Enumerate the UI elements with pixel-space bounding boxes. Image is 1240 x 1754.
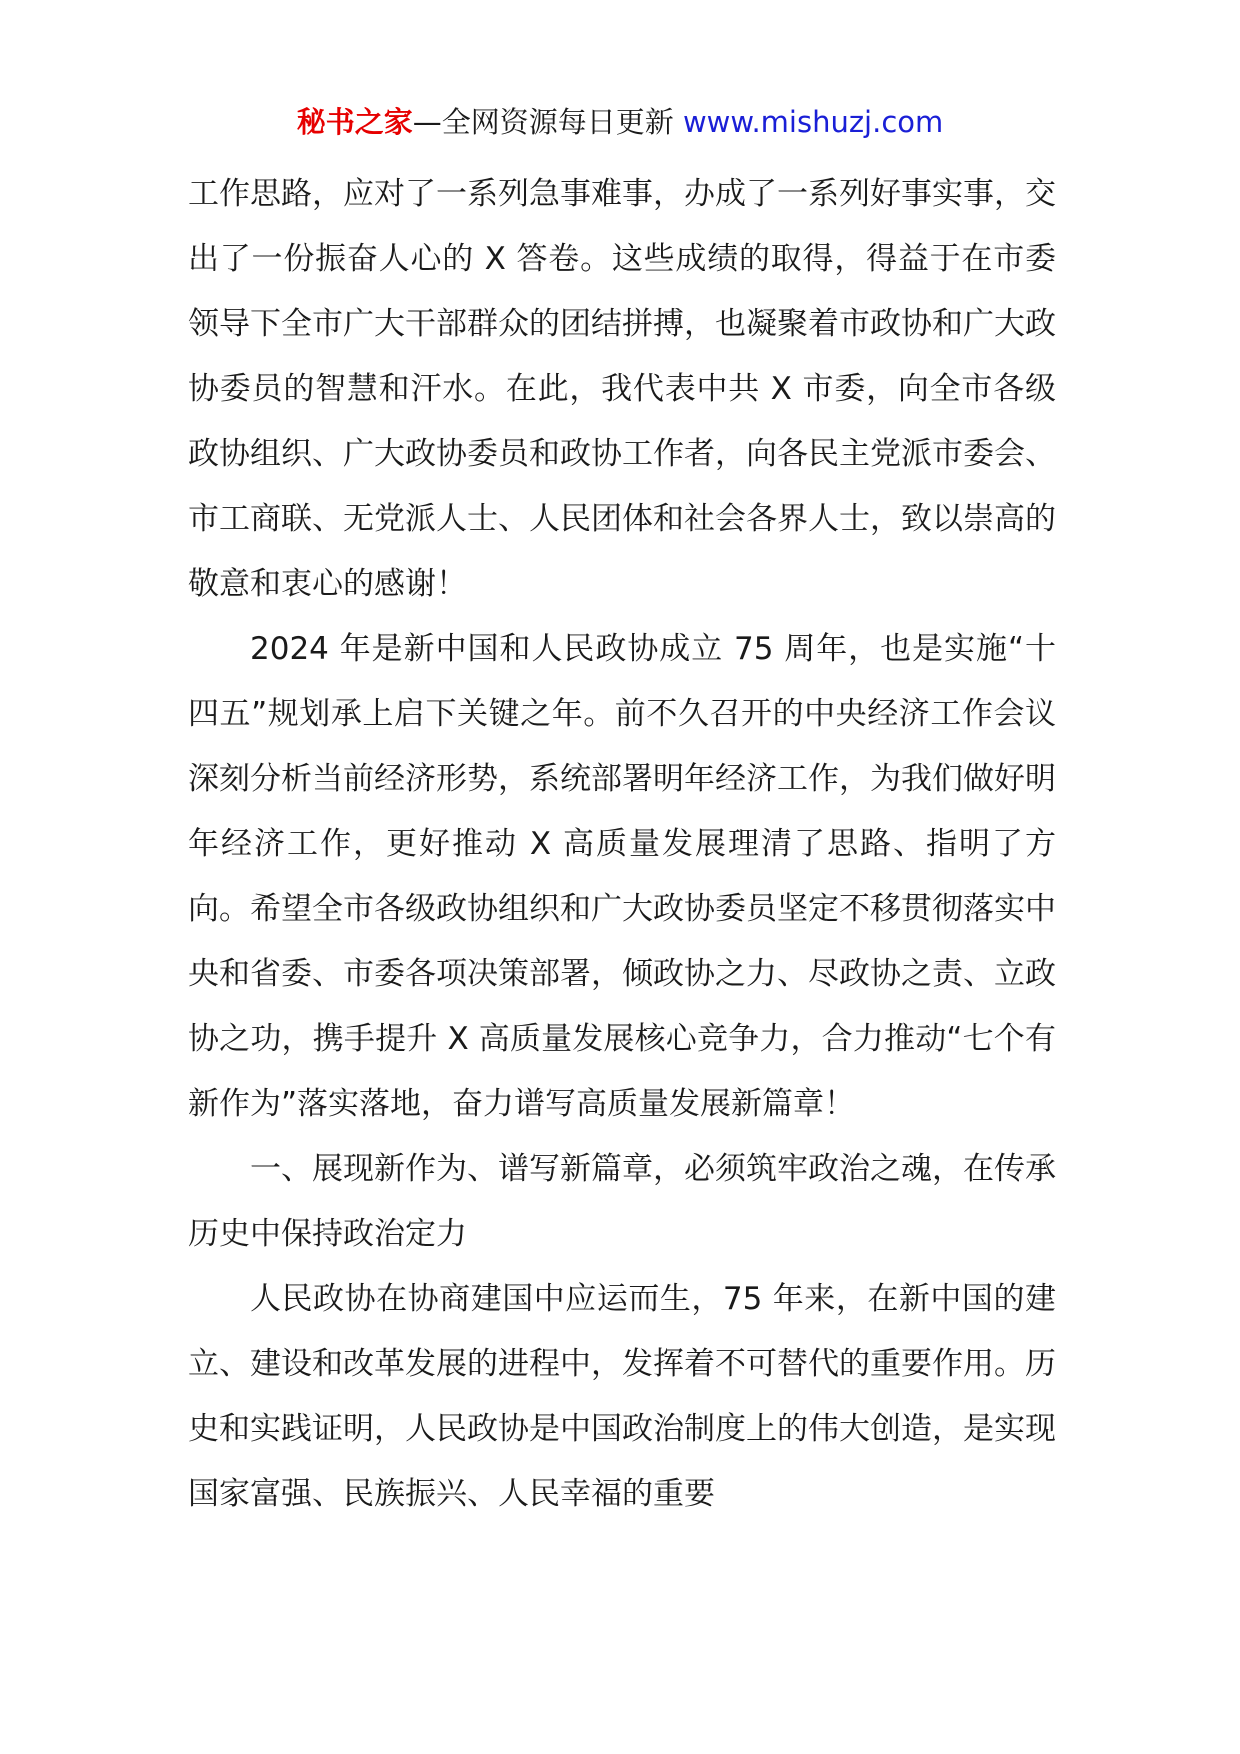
document-body	[188, 162, 1056, 1527]
paragraph-continuation: 工作思路，应对了一系列急事难事，办成了一系列好事实事，交出了一份振奋人心的 X 答卷。这些成绩的取得，得益于在市委领导下全市广大干部群众的团结拼搏，也凝聚着市政协和广大政协委员的智慧和汗水。在此，我代表中共 X 市委，向全市各级政协组织、广大政协委员和政协工作者，向各民主党派市委会、市工商联、无党派人士、人民团体和社会各界人士，致以崇高的敬意和衷心的感谢！	[188, 176, 1056, 602]
paragraph-cppcc-history: 人民政协在协商建国中应运而生，75 年来，在新中国的建立、建设和改革发展的进程中，发挥着不可替代的重要作用。历史和实践证明，人民政协是中国政治制度上的伟大创造，是实现国家富强、民族振兴、人民幸福的重要	[188, 1281, 1056, 1512]
paragraph-2024-outlook: 2024 年是新中国和人民政协成立 75 周年，也是实施“十四五”规划承上启下关键之年。前不久召开的中央经济工作会议深刻分析当前经济形势，系统部署明年经济工作，为我们做好明年经济工作，更好推动 X 高质量发展理清了思路、指明了方向。希望全市各级政协组织和广大政协委员坚定不移贯彻落实中央和省委、市委各项决策部署，倾政协之力、尽政协之责、立政协之功，携手提升 X 高质量发展核心竞争力，合力推动“七个有新作为”落实落地，奋力谱写高质量发展新篇章！	[188, 631, 1056, 1122]
page-header	[0, 100, 1240, 144]
section-heading-1: 一、展现新作为、谱写新篇章，必须筑牢政治之魂，在传承历史中保持政治定力	[188, 1151, 1056, 1252]
site-tagline: —全网资源每日更新	[412, 105, 674, 139]
site-brand: 秘书之家	[296, 105, 413, 139]
site-url-link[interactable]: www.mishuzj.com	[682, 105, 944, 139]
